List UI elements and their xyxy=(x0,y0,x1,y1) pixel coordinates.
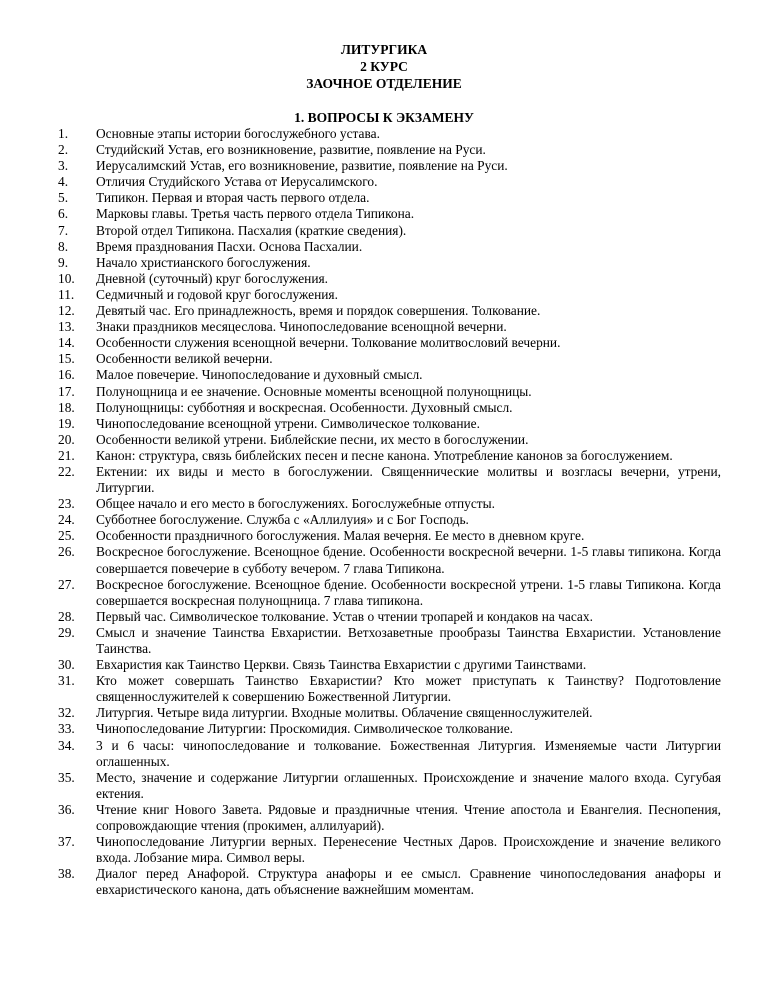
question-number: 19. xyxy=(58,415,75,431)
question-item xyxy=(58,239,721,255)
question-item xyxy=(58,255,721,271)
question-number: 36. xyxy=(58,801,75,817)
course-title: ЛИТУРГИКА xyxy=(340,42,428,57)
question-text: Чтение книг Нового Завета. Рядовые и праздничные чтения. Чтение апостола и Евангелия. Песнопения, сопровождающие чтения (прокимен, аллилуарий). xyxy=(96,801,721,834)
question-item xyxy=(58,432,721,448)
question-text: Кто может совершать Таинство Евхаристии? Кто может приступать к Таинству? Подготовление священнослужителей к совершению Божественной Литургии. xyxy=(96,673,721,705)
question-item xyxy=(58,206,721,222)
question-item xyxy=(58,577,721,609)
question-text: Смысл и значение Таинства Евхаристии. Ветхозаветные прообразы Таинства Евхаристии. Установление Таинства. xyxy=(96,624,721,656)
question-item xyxy=(58,866,721,898)
question-number: 1. xyxy=(58,126,69,141)
question-text: Седмичный и годовой круг богослужения. xyxy=(96,286,338,302)
question-item xyxy=(58,416,721,432)
question-text: Иерусалимский Устав, его возникновение, развитие, появление на Руси. xyxy=(96,158,508,174)
question-item xyxy=(58,657,721,673)
question-text: Малое повечерие. Чинопоследование и духовный смысл. xyxy=(96,367,423,383)
question-text: Особенности праздничного богослужения. Малая вечерня. Ее место в дневном круге. xyxy=(96,528,585,544)
question-number: 38. xyxy=(58,866,75,882)
question-text: Дневной (суточный) круг богослужения. xyxy=(96,270,329,286)
question-item xyxy=(58,609,721,625)
question-number: 12. xyxy=(58,303,75,319)
question-text: Субботнее богослужение. Служба с «Аллилуия» и с Бог Господь. xyxy=(96,512,469,528)
question-number: 17. xyxy=(58,383,75,399)
question-text: Воскресное богослужение. Всенощное бдение. Особенности воскресной утрени. 1-5 главы Типикона. Когда совершается воскресная полунощница. 7 глава типикона. xyxy=(96,576,721,608)
question-item xyxy=(58,287,721,303)
question-number: 11. xyxy=(58,286,75,302)
question-text: Начало христианского богослужения. xyxy=(96,254,311,270)
question-text: Чинопоследование всенощной утрени. Символическое толкование. xyxy=(96,415,480,431)
question-text: Ектении: их виды и место в богослужении. Священнические молитвы и возгласы вечерни, утрени, Литургии. xyxy=(96,463,721,496)
question-item xyxy=(58,190,721,206)
question-item xyxy=(58,705,721,721)
question-number: 8. xyxy=(58,238,69,254)
question-text: Чинопоследование Литургии верных. Перенесение Честных Даров. Происхождение и значение великого входа. Лобзание мира. Символ веры. xyxy=(96,834,721,866)
question-list xyxy=(58,126,721,899)
question-number: 28. xyxy=(58,608,75,624)
question-number: 10. xyxy=(58,270,75,286)
question-number: 5. xyxy=(58,190,69,206)
question-item xyxy=(58,625,721,657)
question-number: 7. xyxy=(58,222,69,238)
question-item xyxy=(58,384,721,400)
question-number: 33. xyxy=(58,721,75,737)
question-number: 18. xyxy=(58,399,75,415)
question-text: Особенности великой утрени. Библейские песни, их место в богослужении. xyxy=(96,431,529,447)
question-text: Время празднования Пасхи. Основа Пасхалии. xyxy=(96,238,363,254)
question-number: 9. xyxy=(58,254,69,270)
question-text: Отличия Студийского Устава от Иерусалимского. xyxy=(96,174,378,190)
question-text: Литургия. Четыре вида литургии. Входные молитвы. Облачение священнослужителей. xyxy=(96,705,593,721)
section-title: 1. ВОПРОСЫ К ЭКЗАМЕНУ xyxy=(294,110,474,125)
question-number: 31. xyxy=(58,673,75,689)
question-text: Полунощница и ее значение. Основные моменты всенощной полунощницы. xyxy=(96,383,532,399)
question-text: Знаки праздников месяцеслова. Чинопоследование всенощной вечерни. xyxy=(96,319,507,335)
question-item xyxy=(58,400,721,416)
question-text: Чинопоследование Литургии: Проскомидия. Символическое толкование. xyxy=(96,721,514,737)
question-item xyxy=(58,142,721,158)
question-number: 16. xyxy=(58,367,75,383)
question-item xyxy=(58,834,721,866)
question-number: 27. xyxy=(58,576,75,592)
question-item xyxy=(58,673,721,705)
question-text: 3 и 6 часы: чинопоследование и толкование. Божественная Литургия. Изменяемые части Литургии оглашенных. xyxy=(96,737,721,769)
question-item xyxy=(58,303,721,319)
question-item xyxy=(58,126,721,142)
question-item xyxy=(58,528,721,544)
question-item xyxy=(58,464,721,496)
question-number: 35. xyxy=(58,769,75,785)
question-item xyxy=(58,802,721,834)
question-text: Типикон. Первая и вторая часть первого отдела. xyxy=(96,190,370,206)
question-item xyxy=(58,271,721,287)
question-number: 3. xyxy=(58,158,69,174)
question-number: 32. xyxy=(58,705,75,721)
question-number: 2. xyxy=(58,142,69,158)
question-number: 25. xyxy=(58,528,75,544)
question-item xyxy=(58,351,721,367)
question-text: Воскресное богослужение. Всенощное бдение. Особенности воскресной вечерни. 1-5 главы типикона. Когда совершается повечерие в субботу вечером. 7 глава Типикона. xyxy=(96,544,721,576)
question-item xyxy=(58,770,721,802)
question-text: Особенности великой вечерни. xyxy=(96,351,273,367)
question-item xyxy=(58,335,721,351)
question-number: 34. xyxy=(58,737,75,753)
question-text: Марковы главы. Третья часть первого отдела Типикона. xyxy=(96,206,415,222)
question-item xyxy=(58,367,721,383)
question-number: 13. xyxy=(58,319,75,335)
question-text: Девятый час. Его принадлежность, время и порядок совершения. Толкование. xyxy=(96,303,541,319)
question-number: 14. xyxy=(58,335,75,351)
course-year: 2 КУРС xyxy=(360,59,408,74)
question-item xyxy=(58,223,721,239)
question-number: 20. xyxy=(58,431,75,447)
question-text: Диалог перед Анафорой. Структура анафоры и ее смысл. Сравнение чинопоследования анафоры и евхаристического канона, дать объяснение важнейшим моментам. xyxy=(96,866,721,898)
department-title: ЗАОЧНОЕ ОТДЕЛЕНИЕ xyxy=(306,76,462,91)
question-text: Студийский Устав, его возникновение, развитие, появление на Руси. xyxy=(96,142,486,158)
question-number: 26. xyxy=(58,544,75,560)
question-text: Место, значение и содержание Литургии оглашенных. Происхождение и значение малого входа. Сугубая ектения. xyxy=(96,769,721,801)
question-number: 6. xyxy=(58,206,69,222)
question-item xyxy=(58,174,721,190)
question-item xyxy=(58,319,721,335)
question-item xyxy=(58,738,721,770)
question-number: 4. xyxy=(58,174,69,190)
question-number: 30. xyxy=(58,657,75,673)
question-number: 21. xyxy=(58,447,75,463)
question-number: 22. xyxy=(58,463,75,479)
question-number: 29. xyxy=(58,624,75,640)
question-text: Евхаристия как Таинство Церкви. Связь Таинства Евхаристии с другими Таинствами. xyxy=(96,657,587,673)
question-item xyxy=(58,448,721,464)
question-text: Полунощницы: субботняя и воскресная. Особенности. Духовный смысл. xyxy=(96,399,513,415)
question-text: Основные этапы истории богослужебного устава. xyxy=(96,126,380,141)
question-number: 37. xyxy=(58,834,75,850)
question-item xyxy=(58,158,721,174)
question-item xyxy=(58,544,721,576)
question-number: 15. xyxy=(58,351,75,367)
question-item xyxy=(58,512,721,528)
question-item xyxy=(58,721,721,737)
question-text: Особенности служения всенощной вечерни. Толкование молитвословий вечерни. xyxy=(96,335,561,351)
question-text: Общее начало и его место в богослужениях. Богослужебные отпусты. xyxy=(96,496,495,512)
question-item xyxy=(58,496,721,512)
question-text: Второй отдел Типикона. Пасхалия (краткие сведения). xyxy=(96,222,407,238)
question-text: Канон: структура, связь библейских песен и песне канона. Употребление канонов за богослужением. xyxy=(96,447,673,463)
question-text: Первый час. Символическое толкование. Устав о чтении тропарей и кондаков на часах. xyxy=(96,608,593,624)
question-number: 24. xyxy=(58,512,75,528)
question-number: 23. xyxy=(58,496,75,512)
